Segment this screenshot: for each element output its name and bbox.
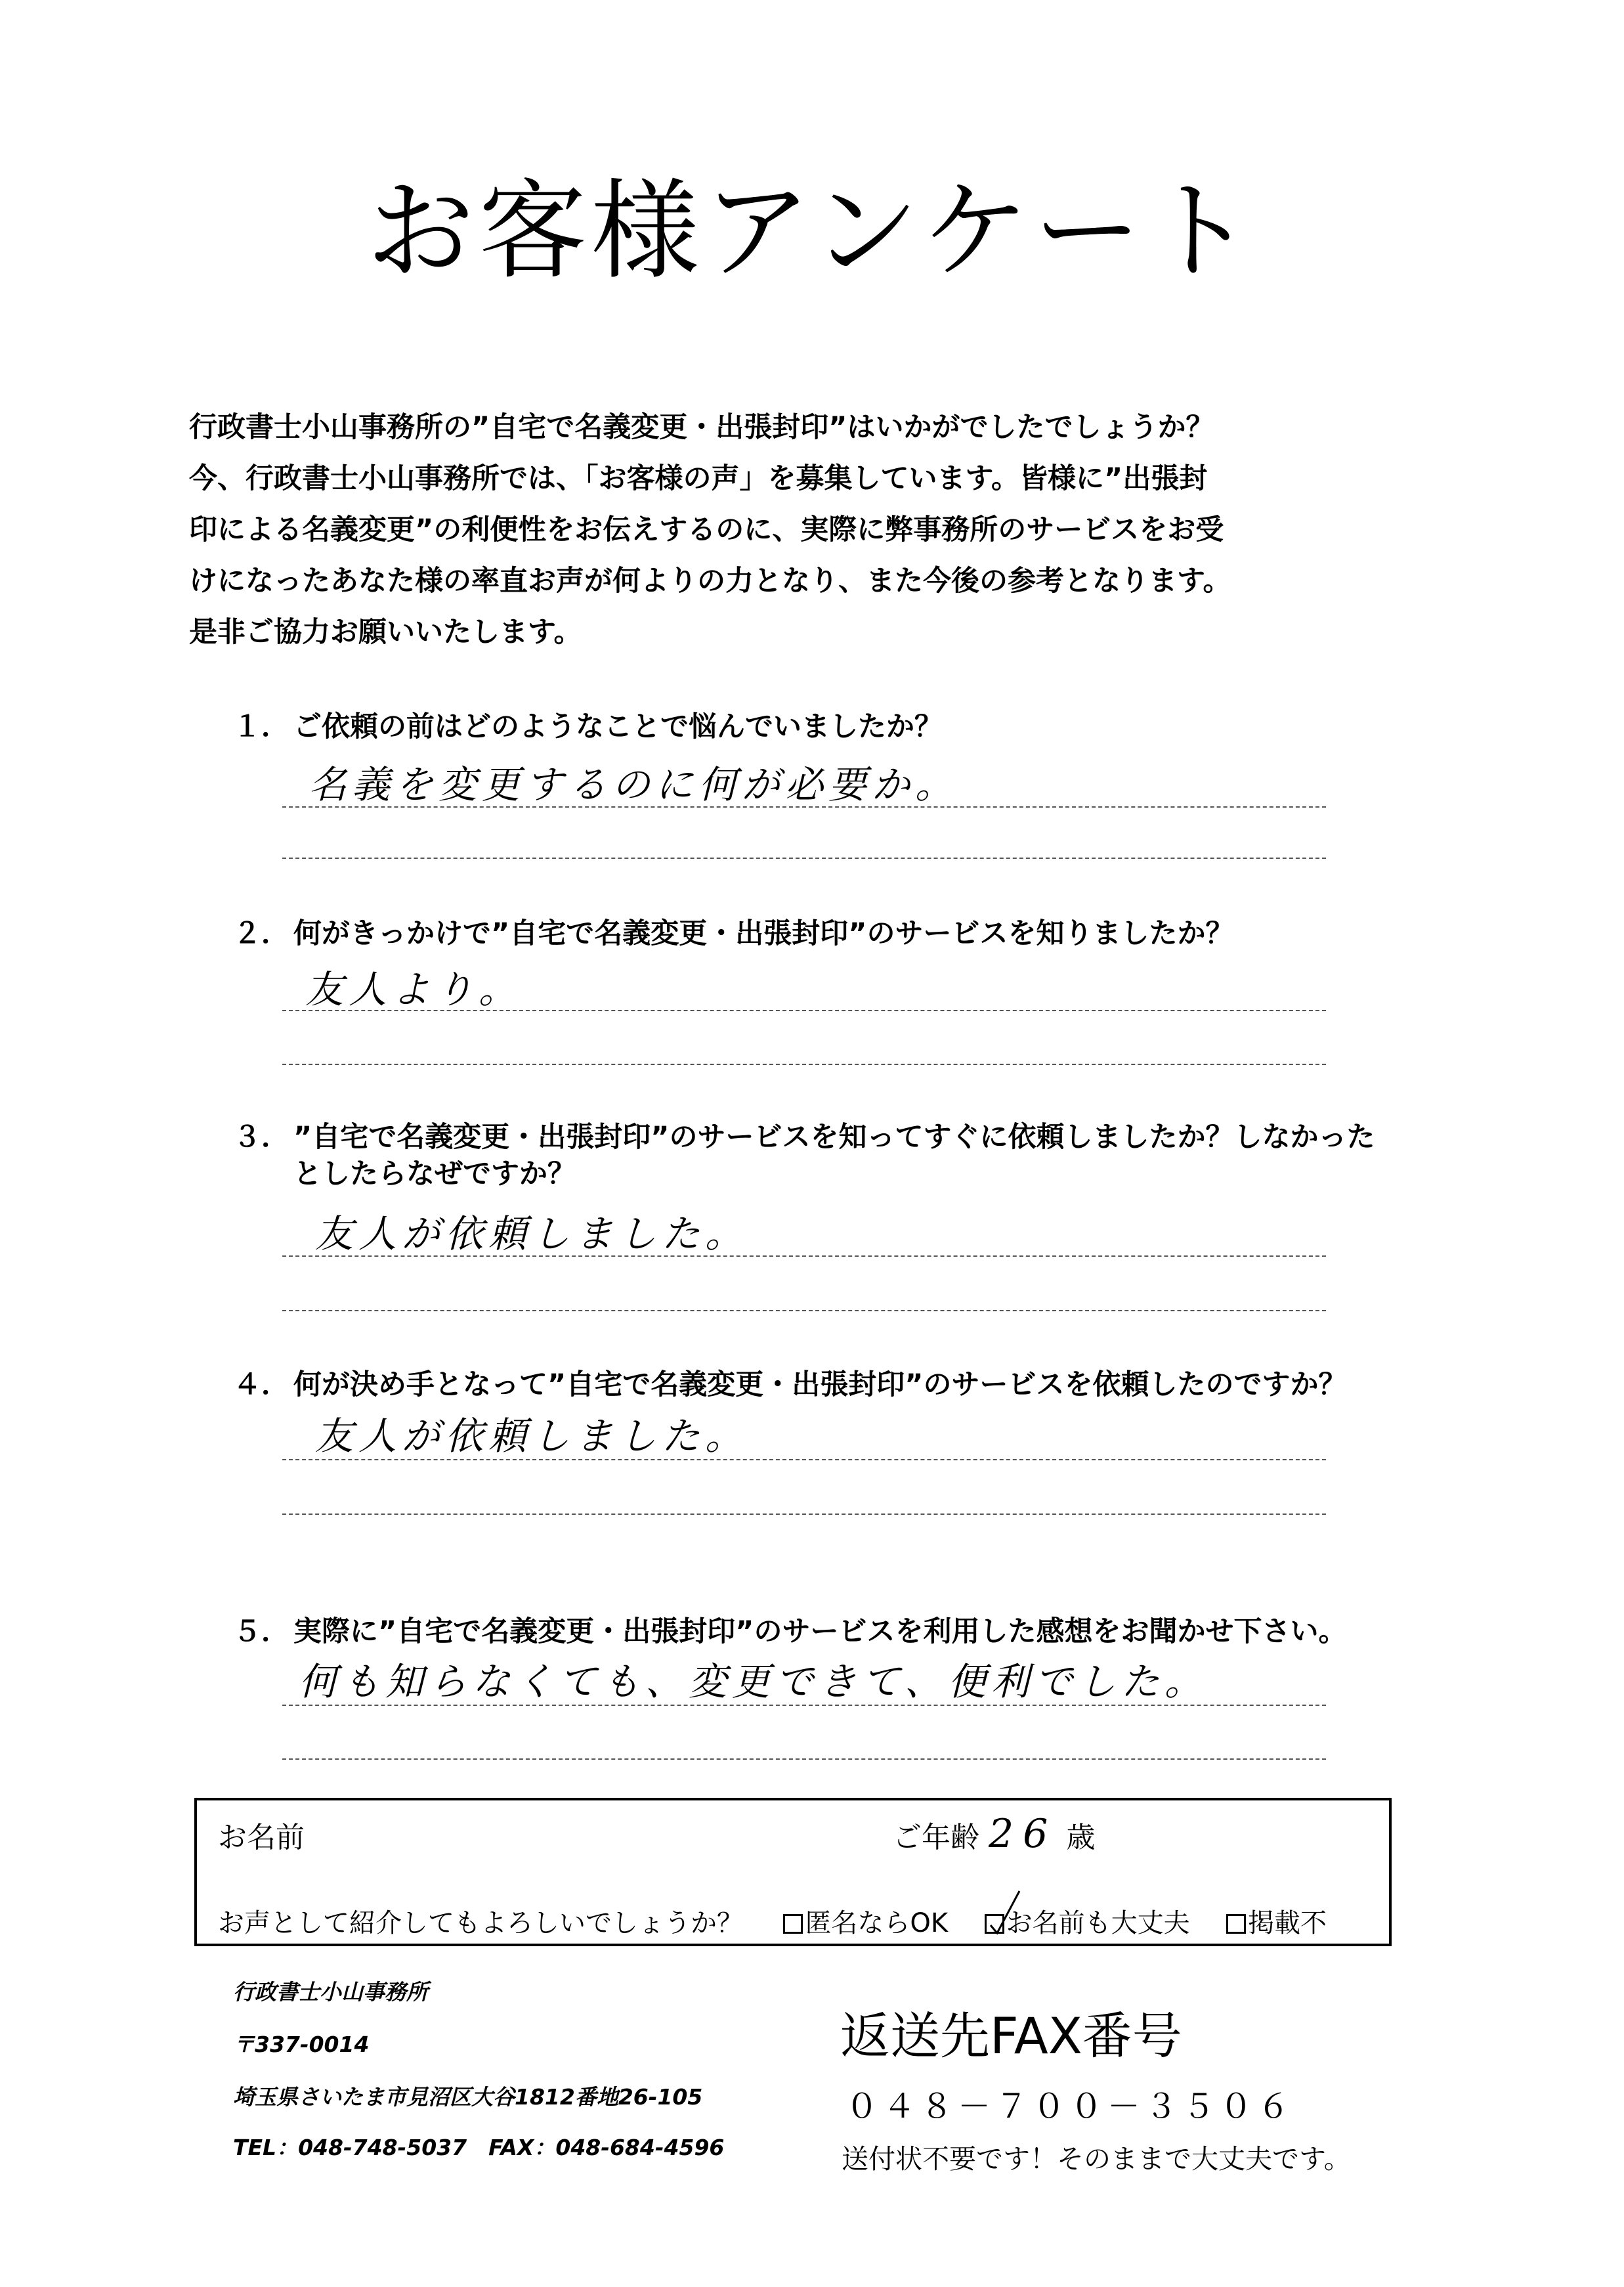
question-2 bbox=[233, 916, 1234, 953]
age-field bbox=[893, 1811, 1096, 1857]
checkmark-icon bbox=[991, 1891, 1019, 1930]
question-text-cont: としたらなぜですか？ bbox=[293, 1157, 576, 1190]
answer-1: 名義を変更するのに何が必要か。 bbox=[309, 762, 959, 807]
office-postal: 〒337-0014 bbox=[233, 2032, 370, 2057]
option-checkbox-name-ok[interactable] bbox=[985, 1914, 1004, 1934]
question-3 bbox=[233, 1120, 1375, 1193]
intro-line: 是非ご協力お願いいたします。 bbox=[189, 616, 582, 649]
intro-line: けになったあなた様の率直お声が何よりの力となり、また今後の参考となります。 bbox=[189, 565, 1231, 598]
option-checkbox-no-publish[interactable] bbox=[1226, 1914, 1246, 1934]
answer-2: 友人より。 bbox=[305, 967, 523, 1012]
answer-line bbox=[282, 1514, 1326, 1515]
intro-line: 行政書士小山事務所の”自宅で名義変更・出張封印”はいかがでしたでしょうか？ bbox=[189, 411, 1214, 444]
question-text: 何がきっかけで”自宅で名義変更・出張封印”のサービスを知りましたか？ bbox=[293, 917, 1234, 950]
answer-line bbox=[282, 1064, 1326, 1065]
answer-line bbox=[282, 1758, 1326, 1760]
answer-5: 何も知らなくても、変更できて、便利でした。 bbox=[299, 1659, 1208, 1704]
answer-line bbox=[282, 1310, 1326, 1311]
office-name: 行政書士小山事務所 bbox=[233, 1979, 428, 2005]
answer-line bbox=[282, 1010, 1326, 1011]
question-4 bbox=[233, 1367, 1347, 1404]
question-text: 実際に”自宅で名義変更・出張封印”のサービスを利用した感想をお聞かせ下さい。 bbox=[293, 1615, 1347, 1648]
office-contact: TEL：048-748-5037 FAX：048-684-4596 bbox=[233, 2135, 725, 2160]
intro-line: 今、行政書士小山事務所では、「お客様の声」を募集しています。皆様に”出張封 bbox=[189, 462, 1208, 495]
question-number: ３． bbox=[233, 1121, 289, 1154]
office-address: 埼玉県さいたま市見沼区大谷1812番地26-105 bbox=[233, 2084, 703, 2110]
consent-row bbox=[218, 1902, 1327, 1940]
intro-text bbox=[189, 402, 1436, 658]
answer-line bbox=[282, 1705, 1326, 1706]
age-suffix: 歳 bbox=[1066, 1821, 1096, 1854]
question-5 bbox=[233, 1614, 1347, 1651]
question-text: ご依頼の前はどのようなことで悩んでいましたか？ bbox=[293, 710, 943, 743]
option-checkbox-anonymous[interactable] bbox=[783, 1914, 803, 1934]
option-label: 匿名ならOK bbox=[805, 1908, 949, 1938]
age-label: ご年齢 bbox=[893, 1821, 979, 1854]
answer-line bbox=[282, 806, 1326, 808]
question-number: ５． bbox=[233, 1615, 289, 1648]
answer-line bbox=[282, 1459, 1326, 1460]
return-fax-note: 送付状不要です！そのままで大丈夫です。 bbox=[842, 2143, 1351, 2175]
answer-4: 友人が依頼しました。 bbox=[315, 1414, 749, 1458]
question-number: １． bbox=[233, 710, 289, 743]
consent-question: お声として紹介してもよろしいでしょうか？ bbox=[218, 1908, 743, 1938]
answer-3: 友人が依頼しました。 bbox=[315, 1211, 749, 1256]
question-text: ”自宅で名義変更・出張封印”のサービスを知ってすぐに依頼しましたか？しなかった bbox=[293, 1121, 1375, 1154]
name-label: お名前 bbox=[218, 1821, 305, 1854]
option-label: お名前も大丈夫 bbox=[1006, 1908, 1190, 1938]
page-title: お客様アンケート bbox=[366, 168, 1258, 294]
option-label: 掲載不 bbox=[1248, 1908, 1327, 1938]
intro-line: 印による名義変更”の利便性をお伝えするのに、実際に弊事務所のサービスをお受 bbox=[189, 513, 1224, 546]
return-fax-title: 返送先FAX番号 bbox=[840, 2007, 1182, 2065]
return-fax-number: ０４８－７００－３５０６ bbox=[845, 2087, 1294, 2125]
age-value: 26 bbox=[989, 1811, 1058, 1857]
answer-line bbox=[282, 858, 1326, 859]
answer-line bbox=[282, 1255, 1326, 1257]
question-number: ４． bbox=[233, 1368, 289, 1401]
question-1 bbox=[233, 709, 943, 746]
customer-info-box bbox=[194, 1798, 1392, 1946]
question-number: ２． bbox=[233, 917, 289, 950]
question-text: 何が決め手となって”自宅で名義変更・出張封印”のサービスを依頼したのですか？ bbox=[293, 1368, 1347, 1401]
